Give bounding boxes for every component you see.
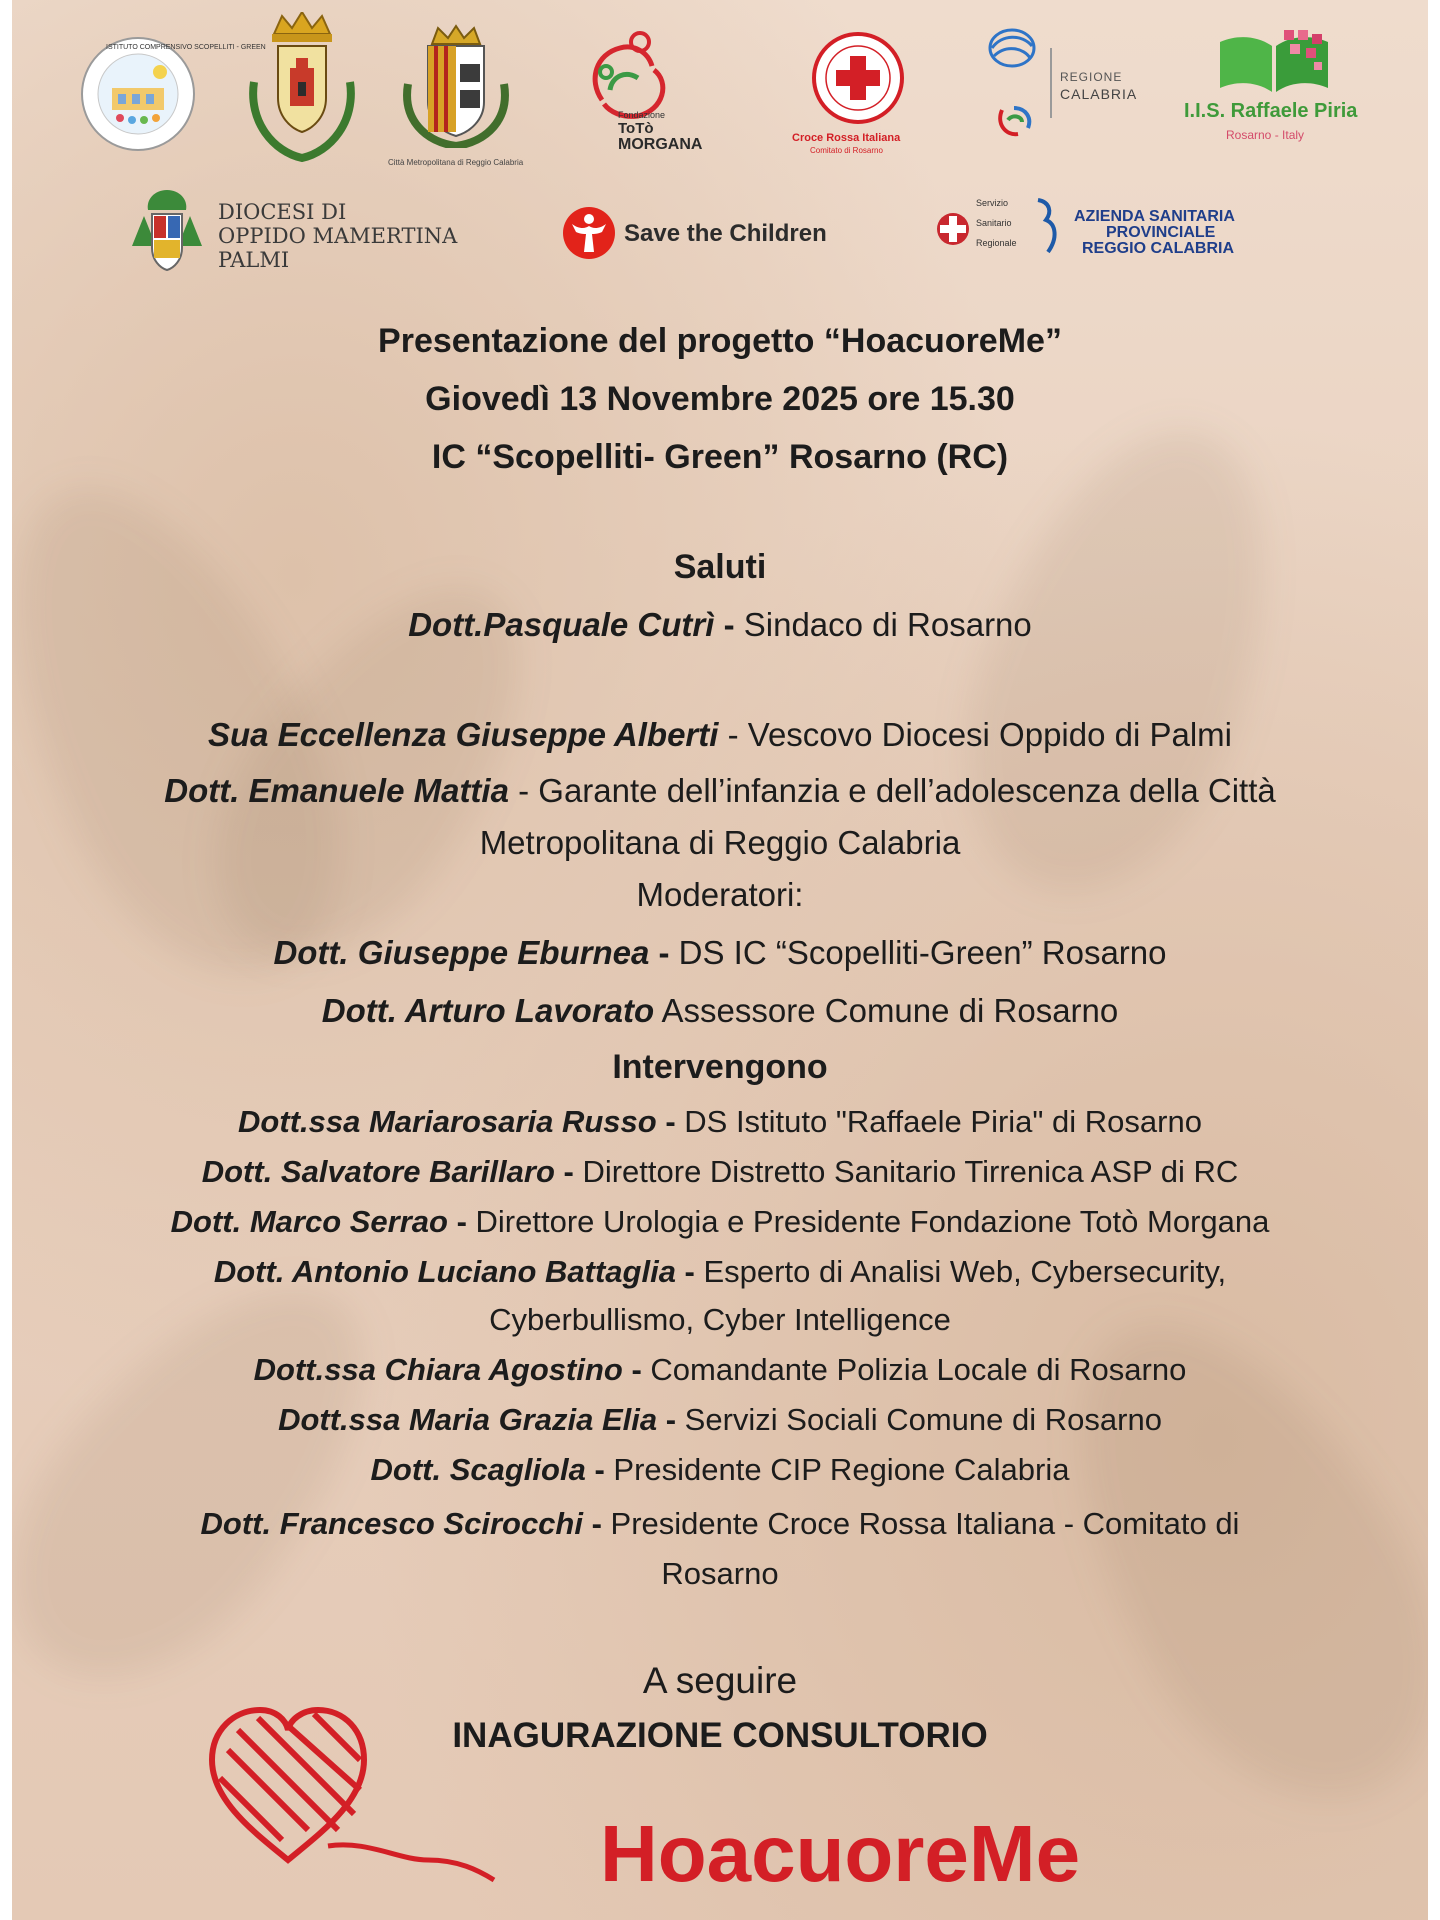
speaker-line: [12, 1352, 1428, 1388]
speaker-line: [12, 992, 1428, 1030]
speaker-role-continuation: Metropolitana di Reggio Calabria: [479, 824, 961, 861]
speaker-role: Assessore Comune di Rosarno: [661, 992, 1119, 1029]
speaker-role: Sindaco di Rosarno: [743, 606, 1032, 643]
iis-piria-name: I.I.S. Raffaele Piria: [1184, 100, 1358, 122]
speaker-line: [12, 934, 1428, 972]
speaker-name: Dott.ssa Chiara Agostino: [253, 1352, 623, 1387]
event-datetime: Giovedì 13 Novembre 2025 ore 15.30: [425, 380, 1015, 418]
croce-rossa-logo: [782, 30, 932, 160]
croce-rossa-line1: Croce Rossa Italiana: [792, 132, 901, 144]
croce-rossa-line2: Comitato di Rosarno: [810, 146, 883, 155]
speaker-name: Dott. Scagliola: [370, 1452, 586, 1487]
save-the-children-logo: [562, 206, 842, 262]
poster: [12, 0, 1428, 1920]
event-location: IC “Scopelliti- Green” Rosarno (RC): [431, 438, 1009, 476]
iis-piria-logo: [1174, 24, 1384, 154]
citta-metropolitana-logo: [388, 24, 524, 167]
asp-logo: [936, 194, 1276, 278]
speaker-sep: -: [714, 606, 744, 643]
speaker-role: Esperto di Analisi Web, Cybersecurity,: [703, 1254, 1227, 1289]
regione-line2: CALABRIA: [1060, 86, 1138, 102]
school-seal-logo: [80, 36, 266, 152]
diocesi-line1: DIOCESI DI: [218, 200, 347, 224]
speaker-line: [12, 1254, 1428, 1290]
speaker-line: [12, 1104, 1428, 1140]
iis-piria-place: Rosarno - Italy: [1226, 128, 1305, 142]
asp-line3: REGGIO CALABRIA: [1082, 240, 1234, 257]
speaker-role-continuation: Cyberbullismo, Cyber Intelligence: [489, 1302, 951, 1337]
speaker-line: [12, 716, 1428, 754]
ssr-line2: Sanitario: [976, 218, 1012, 228]
speaker-role: Direttore Urologia e Presidente Fondazione Totò Morgana: [475, 1204, 1270, 1239]
speaker-sep: -: [554, 1154, 583, 1189]
speaker-name: Sua Eccellenza Giuseppe Alberti: [207, 716, 719, 753]
regione-calabria-logo: [978, 24, 1158, 154]
speaker-line: [12, 1204, 1428, 1240]
intervengono-heading: Intervengono: [612, 1048, 828, 1086]
speaker-name: Dott.Pasquale Cutrì: [408, 606, 715, 643]
speaker-sep: -: [622, 1352, 651, 1387]
event-title: Presentazione del progetto “HoacuoreMe”: [378, 322, 1062, 360]
speaker-name: Dott. Francesco Scirocchi: [200, 1506, 583, 1541]
diocesi-line3: PALMI: [218, 248, 290, 272]
ssr-line3: Regionale: [976, 238, 1017, 248]
speaker-role: Vescovo Diocesi Oppido di Palmi: [747, 716, 1233, 753]
speaker-name: Dott. Arturo Lavorato: [321, 992, 655, 1029]
speaker-sep: -: [585, 1452, 614, 1487]
speaker-role-continuation: Rosarno: [661, 1556, 779, 1591]
speaker-role: Direttore Distretto Sanitario Tirrenica ASP di RC: [582, 1154, 1239, 1189]
speaker-sep: -: [657, 1402, 685, 1437]
speaker-line: [12, 1402, 1428, 1438]
speaker-name: Dott.ssa Maria Grazia Elia: [278, 1402, 658, 1437]
a-seguire-text: A seguire: [642, 1660, 798, 1701]
asp-line2: PROVINCIALE: [1106, 224, 1216, 241]
speaker-role: Comandante Polizia Locale di Rosarno: [650, 1352, 1187, 1387]
speaker-line: [12, 1506, 1428, 1542]
speaker-sep: -: [447, 1204, 476, 1239]
speaker-role: Garante dell’infanzia e dell’adolescenza della Città: [538, 772, 1276, 809]
saluti-heading: Saluti: [673, 548, 767, 586]
toto-morgana-logo: [578, 30, 738, 160]
speaker-sep: -: [582, 1506, 611, 1541]
speaker-role: Presidente CIP Regione Calabria: [613, 1452, 1070, 1487]
toto-morgana-line1: ToTò: [618, 120, 654, 137]
logo-divider: [1050, 48, 1052, 118]
asp-line1: AZIENDA SANITARIA: [1074, 208, 1235, 225]
speaker-name: Dott. Emanuele Mattia: [164, 772, 509, 809]
speaker-role: DS Istituto "Raffaele Piria" di Rosarno: [684, 1104, 1202, 1139]
speaker-sep: -: [649, 934, 679, 971]
speaker-sep: -: [718, 716, 748, 753]
inaugurazione-text: INAGURAZIONE CONSULTORIO: [452, 1716, 988, 1755]
diocesi-logo: [124, 186, 504, 282]
moderatori-heading: Moderatori:: [636, 876, 804, 913]
speaker-line: [12, 772, 1428, 810]
speaker-sep: [654, 992, 661, 1029]
save-the-children-text: Save the Children: [624, 220, 827, 247]
citta-metropolitana-caption: Città Metropolitana di Reggio Calabria: [388, 158, 524, 167]
speaker-name: Dott. Marco Serrao: [170, 1204, 448, 1239]
speaker-sep: -: [508, 772, 539, 809]
speaker-sep: -: [675, 1254, 704, 1289]
speaker-role: Presidente Croce Rossa Italiana - Comitato di: [610, 1506, 1240, 1541]
comune-coat-of-arms-logo: [244, 12, 360, 162]
toto-morgana-small: Fondazione: [618, 110, 666, 120]
speaker-role: DS IC “Scopelliti-Green” Rosarno: [678, 934, 1167, 971]
speaker-line: [12, 606, 1428, 644]
ssr-line1: Servizio: [976, 198, 1009, 208]
diocesi-line2: OPPIDO MAMERTINA: [218, 224, 458, 248]
speaker-sep: -: [656, 1104, 685, 1139]
speaker-line: [12, 1452, 1428, 1488]
speaker-role: Servizi Sociali Comune di Rosarno: [684, 1402, 1162, 1437]
regione-line1: REGIONE: [1060, 70, 1123, 84]
school-ring-text: ISTITUTO COMPRENSIVO SCOPELLITI - GREEN: [106, 44, 266, 51]
speaker-name: Dott.ssa Mariarosaria Russo: [238, 1104, 657, 1139]
speaker-name: Dott. Antonio Luciano Battaglia: [213, 1254, 676, 1289]
speaker-name: Dott. Salvatore Barillaro: [201, 1154, 555, 1189]
brand-wordmark: HoacuoreMe: [599, 1809, 1081, 1898]
speaker-name: Dott. Giuseppe Eburnea: [273, 934, 650, 971]
toto-morgana-line2: MORGANA: [618, 136, 703, 153]
speaker-line: [12, 1154, 1428, 1190]
